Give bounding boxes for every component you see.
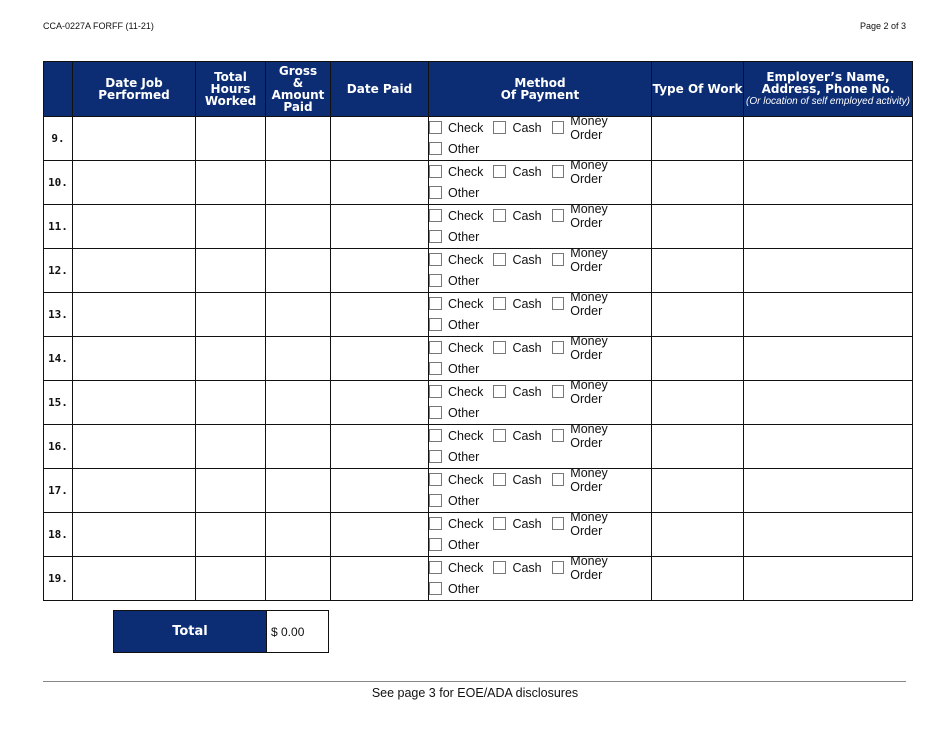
payment-options-line (429, 333, 651, 362)
payment-option-money-order[interactable] (552, 202, 641, 230)
payment-option-check[interactable] (429, 561, 483, 575)
other-label: Other (448, 493, 480, 508)
employer-info-field[interactable] (744, 469, 913, 513)
header-total-hours-line3: Worked (204, 94, 257, 108)
employer-info-field[interactable] (744, 381, 913, 425)
header-gross-line3: Amount (271, 88, 325, 102)
payment-options-line (429, 421, 651, 450)
gross-amount-paid-field[interactable] (266, 117, 331, 161)
other-checkbox[interactable] (429, 230, 442, 243)
total-hours-worked-field[interactable] (196, 425, 266, 469)
payment-option-cash[interactable] (493, 429, 541, 443)
type-of-work-field[interactable] (652, 293, 744, 337)
other-label: Other (448, 141, 480, 156)
payment-option-money-order[interactable] (552, 158, 641, 186)
payment-options-line (429, 377, 651, 406)
payment-option-cash[interactable] (493, 561, 541, 575)
money-order-checkbox[interactable] (552, 297, 565, 310)
table-row (44, 469, 913, 513)
check-label: Check (448, 120, 484, 135)
date-job-performed-field[interactable] (73, 513, 196, 557)
cash-checkbox[interactable] (493, 121, 506, 134)
money-order-label: Money Order (570, 289, 608, 318)
payment-options-line (429, 509, 651, 538)
payment-option-cash[interactable] (493, 121, 541, 135)
money-order-label: Money Order (570, 377, 608, 406)
payment-option-cash[interactable] (493, 165, 541, 179)
other-label: Other (448, 581, 480, 596)
payment-option-other[interactable] (429, 362, 479, 376)
row-number: 18. (44, 513, 73, 557)
total-hours-worked-field[interactable] (196, 161, 266, 205)
cash-checkbox[interactable] (493, 517, 506, 530)
payment-options-line (429, 289, 651, 318)
row-number: 15. (44, 381, 73, 425)
method-of-payment-cell (429, 333, 652, 381)
other-checkbox[interactable] (429, 494, 442, 507)
date-job-performed-field[interactable] (73, 161, 196, 205)
payment-option-check[interactable] (429, 165, 483, 179)
money-order-checkbox[interactable] (552, 473, 565, 486)
other-checkbox[interactable] (429, 450, 442, 463)
check-label: Check (448, 208, 484, 223)
check-checkbox[interactable] (429, 253, 442, 266)
payment-option-check[interactable] (429, 121, 483, 135)
check-checkbox[interactable] (429, 341, 442, 354)
method-of-payment-cell (429, 289, 652, 337)
payment-option-money-order[interactable] (552, 466, 641, 494)
check-label: Check (448, 560, 484, 575)
table-row (44, 557, 913, 601)
payment-option-other[interactable] (429, 406, 479, 420)
payment-option-money-order[interactable] (552, 378, 641, 406)
type-of-work-field[interactable] (652, 381, 744, 425)
payment-option-cash[interactable] (493, 341, 541, 355)
table-row (44, 117, 913, 161)
payment-option-money-order[interactable] (552, 422, 641, 450)
header-employer-note: (Or location of self employed activity) (746, 96, 910, 107)
header-gross-line1: Gross (278, 64, 318, 78)
type-of-work-field[interactable] (652, 205, 744, 249)
total-hours-worked-field[interactable] (196, 117, 266, 161)
type-of-work-field[interactable] (652, 425, 744, 469)
header-type-of-work: Type Of Work (652, 62, 744, 117)
other-label: Other (448, 317, 480, 332)
table-row (44, 337, 913, 381)
payment-option-other[interactable] (429, 274, 479, 288)
check-label: Check (448, 296, 484, 311)
date-paid-field[interactable] (331, 117, 429, 161)
cash-label: Cash (512, 164, 542, 179)
type-of-work-field[interactable] (652, 557, 744, 601)
employer-info-field[interactable] (744, 337, 913, 381)
other-checkbox[interactable] (429, 186, 442, 199)
check-checkbox[interactable] (429, 385, 442, 398)
table-row (44, 161, 913, 205)
cash-label: Cash (512, 384, 542, 399)
money-order-label: Money Order (570, 245, 608, 274)
table-row (44, 513, 913, 557)
total-value-field[interactable]: $ 0.00 (266, 611, 328, 652)
row-number: 17. (44, 469, 73, 513)
gross-amount-paid-field[interactable] (266, 513, 331, 557)
table-row (44, 249, 913, 293)
payment-option-cash[interactable] (493, 385, 541, 399)
other-label: Other (448, 537, 480, 552)
cash-checkbox[interactable] (493, 253, 506, 266)
header-date-job-performed (73, 62, 196, 117)
money-order-label: Money Order (570, 201, 608, 230)
date-paid-field[interactable] (331, 161, 429, 205)
header-total-hours-worked (196, 62, 266, 117)
check-checkbox[interactable] (429, 165, 442, 178)
row-number: 11. (44, 205, 73, 249)
header-method-of-payment (429, 62, 652, 117)
payment-option-other[interactable] (429, 186, 479, 200)
employer-info-field[interactable] (744, 513, 913, 557)
table-header-row (44, 62, 913, 117)
total-hours-worked-field[interactable] (196, 469, 266, 513)
row-number: 14. (44, 337, 73, 381)
other-label: Other (448, 229, 480, 244)
gross-amount-paid-field[interactable] (266, 205, 331, 249)
check-checkbox[interactable] (429, 121, 442, 134)
other-label: Other (448, 449, 480, 464)
date-job-performed-field[interactable] (73, 469, 196, 513)
total-hours-worked-field[interactable] (196, 249, 266, 293)
money-order-checkbox[interactable] (552, 429, 565, 442)
other-label: Other (448, 273, 480, 288)
cash-checkbox[interactable] (493, 429, 506, 442)
cash-checkbox[interactable] (493, 341, 506, 354)
method-of-payment-cell (429, 201, 652, 249)
method-of-payment-cell (429, 509, 652, 557)
money-order-checkbox[interactable] (552, 385, 565, 398)
table-row (44, 381, 913, 425)
payment-option-check[interactable] (429, 385, 483, 399)
check-checkbox[interactable] (429, 473, 442, 486)
header-gross-line4: Paid (283, 100, 313, 114)
money-order-checkbox[interactable] (552, 121, 565, 134)
payment-option-cash[interactable] (493, 209, 541, 223)
type-of-work-field[interactable] (652, 469, 744, 513)
money-order-checkbox[interactable] (552, 561, 565, 574)
table-row (44, 425, 913, 469)
payment-option-cash[interactable] (493, 297, 541, 311)
cash-checkbox[interactable] (493, 209, 506, 222)
gross-amount-paid-field[interactable] (266, 293, 331, 337)
method-of-payment-cell (429, 245, 652, 293)
header-gross-line2: & (292, 76, 304, 90)
payment-option-other[interactable] (429, 318, 479, 332)
other-checkbox[interactable] (429, 318, 442, 331)
other-checkbox[interactable] (429, 274, 442, 287)
date-paid-field[interactable] (331, 293, 429, 337)
other-label: Other (448, 361, 480, 376)
header-employer-info (744, 62, 913, 117)
date-paid-field[interactable] (331, 249, 429, 293)
cash-label: Cash (512, 252, 542, 267)
payment-options-line (429, 465, 651, 494)
check-checkbox[interactable] (429, 429, 442, 442)
method-of-payment-cell (429, 553, 652, 601)
other-label: Other (448, 185, 480, 200)
type-of-work-field[interactable] (652, 337, 744, 381)
payment-option-money-order[interactable] (552, 246, 641, 274)
date-job-performed-field[interactable] (73, 205, 196, 249)
check-label: Check (448, 472, 484, 487)
cash-label: Cash (512, 516, 542, 531)
payment-option-money-order[interactable] (552, 554, 641, 582)
check-checkbox[interactable] (429, 297, 442, 310)
payment-option-check[interactable] (429, 473, 483, 487)
payment-option-cash[interactable] (493, 253, 541, 267)
date-paid-field[interactable] (331, 381, 429, 425)
payment-option-money-order[interactable] (552, 510, 641, 538)
type-of-work-field[interactable] (652, 117, 744, 161)
money-order-checkbox[interactable] (552, 341, 565, 354)
date-job-performed-field[interactable] (73, 249, 196, 293)
gross-amount-paid-field[interactable] (266, 557, 331, 601)
row-number: 10. (44, 161, 73, 205)
date-job-performed-field[interactable] (73, 117, 196, 161)
payment-option-cash[interactable] (493, 517, 541, 531)
row-number: 12. (44, 249, 73, 293)
total-hours-worked-field[interactable] (196, 337, 266, 381)
date-job-performed-field[interactable] (73, 557, 196, 601)
money-order-label: Money Order (570, 509, 608, 538)
payment-option-other[interactable] (429, 230, 479, 244)
employer-info-field[interactable] (744, 205, 913, 249)
employer-info-field[interactable] (744, 557, 913, 601)
cash-checkbox[interactable] (493, 561, 506, 574)
header-employer-line2: Address, Phone No. (761, 82, 895, 96)
table-body (44, 113, 913, 601)
other-checkbox[interactable] (429, 406, 442, 419)
header-method-line1: Method (514, 76, 566, 90)
check-label: Check (448, 252, 484, 267)
check-checkbox[interactable] (429, 561, 442, 574)
cash-checkbox[interactable] (493, 473, 506, 486)
type-of-work-field[interactable] (652, 513, 744, 557)
header-gross-amount-paid (266, 62, 331, 117)
employer-info-field[interactable] (744, 161, 913, 205)
header-row-number (44, 62, 73, 117)
other-checkbox[interactable] (429, 582, 442, 595)
check-label: Check (448, 384, 484, 399)
cash-checkbox[interactable] (493, 165, 506, 178)
check-label: Check (448, 428, 484, 443)
total-box (113, 610, 329, 653)
check-label: Check (448, 340, 484, 355)
total-hours-worked-field[interactable] (196, 557, 266, 601)
gross-amount-paid-field[interactable] (266, 469, 331, 513)
total-hours-worked-field[interactable] (196, 205, 266, 249)
method-of-payment-cell (429, 421, 652, 469)
employer-info-field[interactable] (744, 117, 913, 161)
payment-option-check[interactable] (429, 209, 483, 223)
money-order-label: Money Order (570, 157, 608, 186)
header-total-hours-line2: Hours (210, 82, 251, 96)
method-of-payment-cell (429, 377, 652, 425)
gross-amount-paid-field[interactable] (266, 381, 331, 425)
payment-option-check[interactable] (429, 429, 483, 443)
check-checkbox[interactable] (429, 517, 442, 530)
employer-info-field[interactable] (744, 293, 913, 337)
table-row (44, 205, 913, 249)
header-total-hours-line1: Total (214, 70, 247, 84)
check-label: Check (448, 164, 484, 179)
method-of-payment-cell (429, 157, 652, 205)
footer-disclosure: See page 3 for EOE/ADA disclosures (371, 686, 579, 700)
payment-option-check[interactable] (429, 341, 483, 355)
method-of-payment-cell (429, 113, 652, 161)
date-paid-field[interactable] (331, 469, 429, 513)
row-number: 16. (44, 425, 73, 469)
money-order-checkbox[interactable] (552, 165, 565, 178)
cash-label: Cash (512, 560, 542, 575)
payment-option-other[interactable] (429, 494, 479, 508)
date-paid-field[interactable] (331, 557, 429, 601)
other-checkbox[interactable] (429, 362, 442, 375)
money-order-label: Money Order (570, 553, 608, 582)
employer-info-field[interactable] (744, 249, 913, 293)
other-checkbox[interactable] (429, 538, 442, 551)
money-order-label: Money Order (570, 113, 608, 142)
payment-option-check[interactable] (429, 253, 483, 267)
form-id: CCA-0227A FORFF (11-21) (43, 21, 154, 31)
table-row (44, 293, 913, 337)
date-paid-field[interactable] (331, 337, 429, 381)
date-paid-field[interactable] (331, 513, 429, 557)
header-date-job-performed-line2: Performed (98, 88, 170, 102)
gross-amount-paid-field[interactable] (266, 161, 331, 205)
cash-checkbox[interactable] (493, 385, 506, 398)
gross-amount-paid-field[interactable] (266, 249, 331, 293)
header-date-job-performed-line1: Date Job (105, 76, 163, 90)
payment-option-check[interactable] (429, 297, 483, 311)
payment-option-money-order[interactable] (552, 114, 641, 142)
payment-options-line (429, 201, 651, 230)
page-number: Page 2 of 3 (859, 21, 906, 31)
money-order-checkbox[interactable] (552, 517, 565, 530)
header-date-paid: Date Paid (331, 62, 429, 117)
date-job-performed-field[interactable] (73, 337, 196, 381)
money-order-checkbox[interactable] (552, 209, 565, 222)
money-order-label: Money Order (570, 465, 608, 494)
header-employer-line1: Employer’s Name, (766, 70, 890, 84)
date-job-performed-field[interactable] (73, 425, 196, 469)
cash-label: Cash (512, 120, 542, 135)
header-method-line2: Of Payment (500, 88, 580, 102)
payment-option-cash[interactable] (493, 473, 541, 487)
date-paid-field[interactable] (331, 425, 429, 469)
date-paid-field[interactable] (331, 205, 429, 249)
row-number: 13. (44, 293, 73, 337)
cash-label: Cash (512, 208, 542, 223)
payment-options-line (429, 113, 651, 142)
work-history-table (43, 61, 913, 601)
footer-divider (43, 681, 906, 682)
date-job-performed-field[interactable] (73, 293, 196, 337)
payment-option-money-order[interactable] (552, 290, 641, 318)
payment-option-other[interactable] (429, 142, 479, 156)
check-label: Check (448, 516, 484, 531)
row-number: 19. (44, 557, 73, 601)
payment-option-money-order[interactable] (552, 334, 641, 362)
payment-options-line (429, 553, 651, 582)
payment-option-check[interactable] (429, 517, 483, 531)
other-checkbox[interactable] (429, 142, 442, 155)
gross-amount-paid-field[interactable] (266, 337, 331, 381)
cash-label: Cash (512, 296, 542, 311)
row-number: 9. (44, 117, 73, 161)
type-of-work-field[interactable] (652, 161, 744, 205)
money-order-label: Money Order (570, 421, 608, 450)
total-hours-worked-field[interactable] (196, 293, 266, 337)
payment-option-other[interactable] (429, 450, 479, 464)
cash-label: Cash (512, 340, 542, 355)
payment-options-line (429, 157, 651, 186)
type-of-work-field[interactable] (652, 249, 744, 293)
method-of-payment-cell (429, 465, 652, 513)
date-job-performed-field[interactable] (73, 381, 196, 425)
gross-amount-paid-field[interactable] (266, 425, 331, 469)
money-order-checkbox[interactable] (552, 253, 565, 266)
total-label: Total (114, 611, 266, 652)
money-order-label: Money Order (570, 333, 608, 362)
cash-checkbox[interactable] (493, 297, 506, 310)
cash-label: Cash (512, 428, 542, 443)
employer-info-field[interactable] (744, 425, 913, 469)
cash-label: Cash (512, 472, 542, 487)
payment-option-other[interactable] (429, 538, 479, 552)
payment-option-other[interactable] (429, 582, 479, 596)
check-checkbox[interactable] (429, 209, 442, 222)
total-hours-worked-field[interactable] (196, 381, 266, 425)
total-hours-worked-field[interactable] (196, 513, 266, 557)
other-label: Other (448, 405, 480, 420)
payment-options-line (429, 245, 651, 274)
